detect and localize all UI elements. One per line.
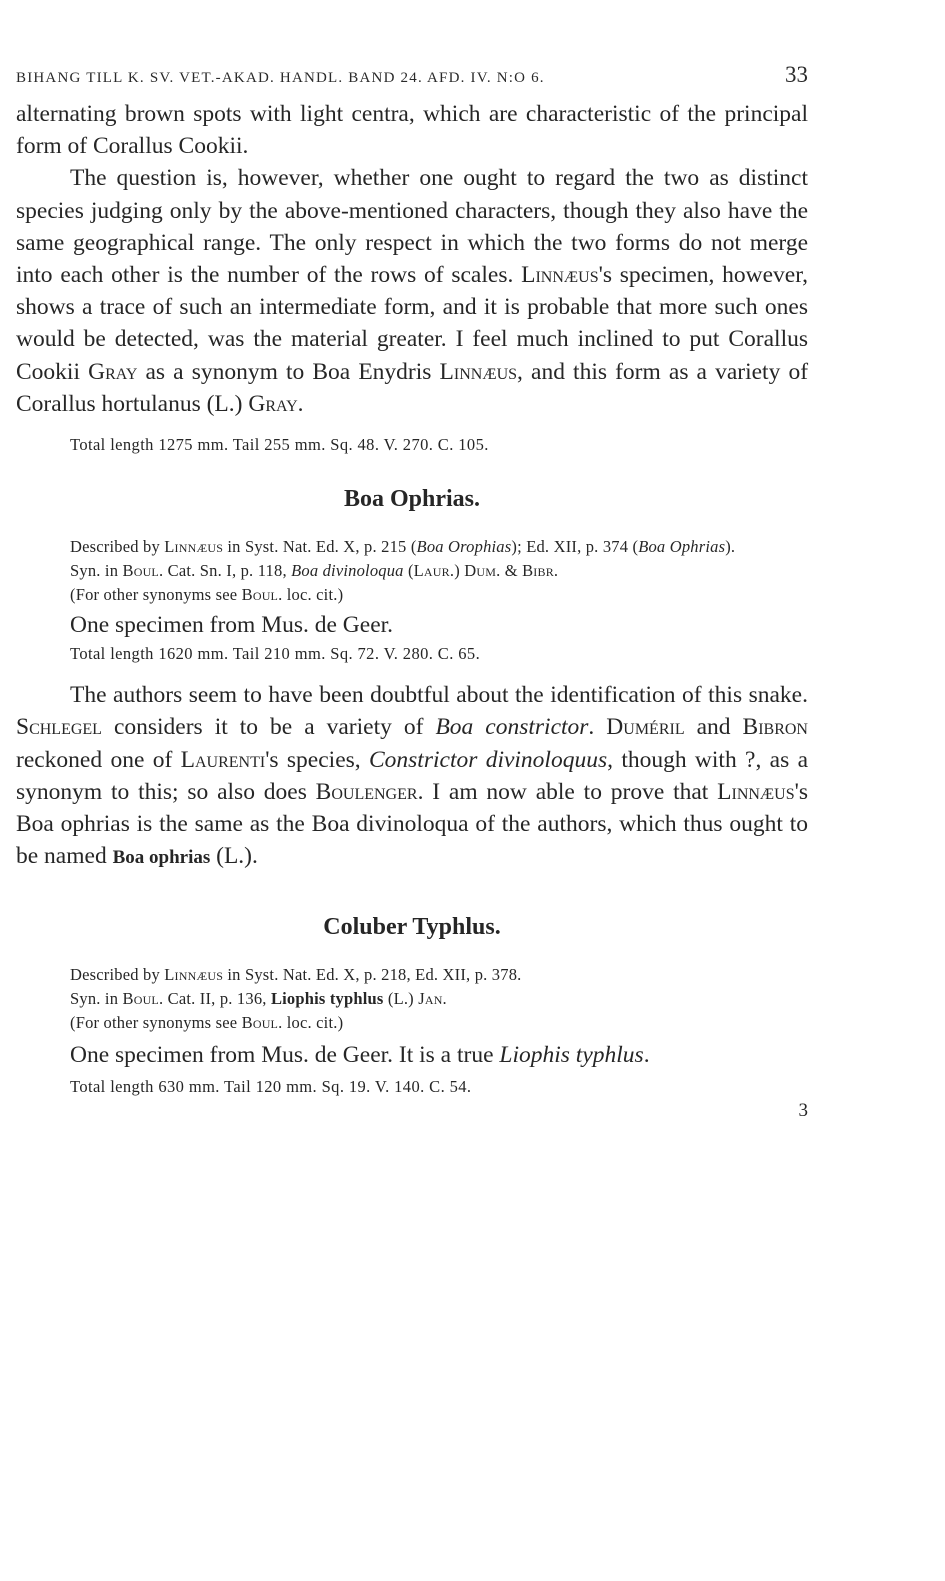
heading-coluber-typhlus: Coluber Typhlus. <box>323 914 501 941</box>
book-page <box>16 62 808 1122</box>
paragraph-continuation: alternating brown spots with light centra, which are characteristic of the principal form of Corallus Cookii. <box>16 101 808 160</box>
running-header <box>16 62 808 88</box>
description-boa: Described by Linnæus in Syst. Nat. Ed. X, p. 215 (Boa Orophias); Ed. XII, p. 374 (Boa Ophrias). <box>70 537 736 557</box>
synonymy-coluber: Syn. in Boul. Cat. II, p. 136, Liophis typhlus (L.) Jan. <box>70 989 447 1009</box>
measurements-boa: Total length 1620 mm. Tail 210 mm. Sq. 72. V. 280. C. 65. <box>70 644 481 664</box>
paragraph-boa-discussion: The authors seem to have been doubtful about the identification of this snake. Schlegel considers it to be a variety of Boa constrictor. Duméril and Bibron reckoned one of Laurenti's species, Constrictor divinoloquus, though with ?, as a synonym to this; so also does Boulenger. I am now able to prove that Linnæus's Boa ophrias is the same as the Boa divinoloqua of the authors, which thus ought to be named Boa ophrias (L.). <box>16 682 809 870</box>
specimen-boa: One specimen from Mus. de Geer. <box>70 612 394 639</box>
page-number: 33 <box>785 62 808 87</box>
synonymy-boa: Syn. in Boul. Cat. Sn. I, p. 118, Boa divinoloqua (Laur.) Dum. & Bibr. <box>70 561 559 581</box>
folio-signature: 3 <box>798 1099 808 1121</box>
measurements-coluber: Total length 630 mm. Tail 120 mm. Sq. 19. V. 140. C. 54. <box>70 1076 472 1096</box>
specimen-coluber: One specimen from Mus. de Geer. It is a true Liophis typhlus. <box>70 1042 650 1069</box>
measurements-corallus: Total length 1275 mm. Tail 255 mm. Sq. 48. V. 270. C. 105. <box>70 435 489 455</box>
other-synonyms-coluber: (For other synonyms see Boul. loc. cit.) <box>70 1013 344 1033</box>
description-coluber: Described by Linnæus in Syst. Nat. Ed. X, p. 218, Ed. XII, p. 378. <box>70 965 522 985</box>
paragraph-question: The question is, however, whether one ought to regard the two as distinct species judging only by the above-mentioned characters, though they also have the same geographical range. The only respect in which the two forms do not merge into each other is the number of the rows of scales. Linnæus's specimen, however, shows a trace of such an intermediate form, and it is probable that more such ones would be detected, was the material greater. I feel much inclined to put Corallus Cookii Gray as a synonym to Boa Enydris Linnæus, and this form as a variety of Corallus hortulanus (L.) Gray. <box>16 165 809 417</box>
heading-boa-ophrias: Boa Ophrias. <box>343 486 481 513</box>
other-synonyms-boa: (For other synonyms see Boul. loc. cit.) <box>70 585 344 605</box>
running-title: BIHANG TILL K. SV. VET.-AKAD. HANDL. BAND 24. AFD. IV. N:O 6. <box>16 70 545 86</box>
